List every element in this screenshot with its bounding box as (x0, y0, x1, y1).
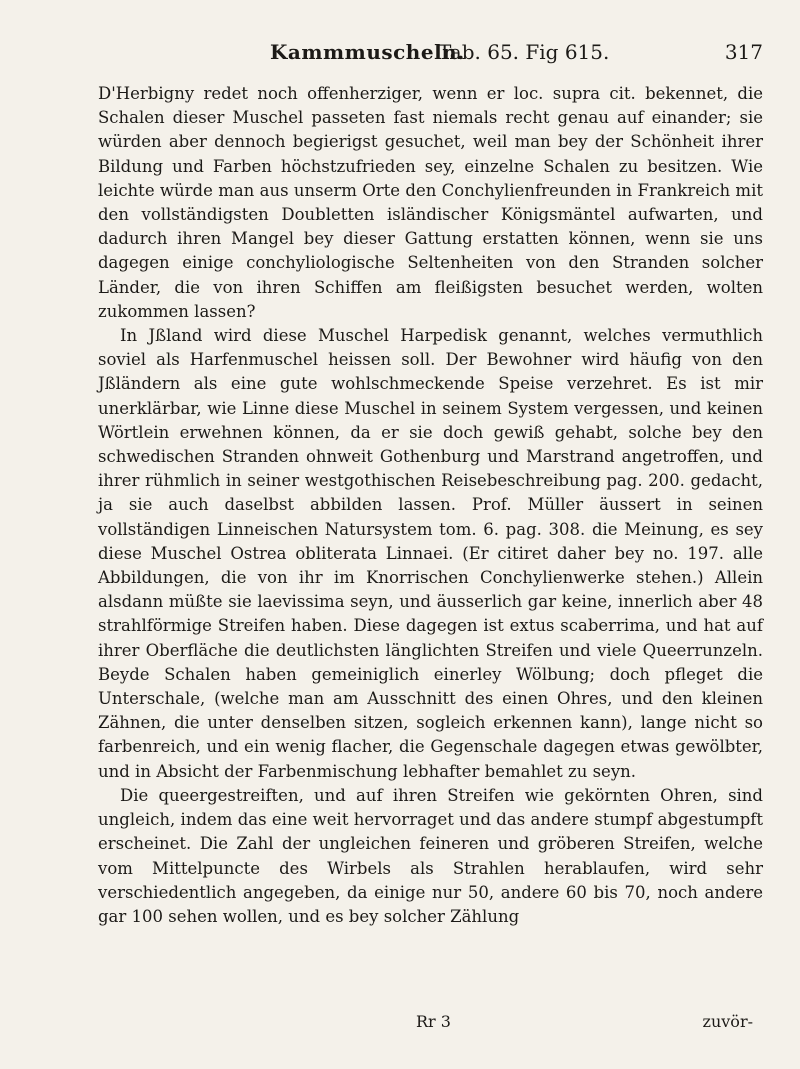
running-title: Kammmuscheln. (270, 40, 465, 64)
paragraph-1: D'Herbigny redet noch offenherziger, wenn er loc. supra cit. bekennet, die Schalen dieser Muschel passeten fast niemals recht genau auf einander; sie würden aber dennoch begierigst gesuchet, weil man bey der Schönheit ihrer Bildung und Farben höchstzufrieden sey, einzelne Schalen zu besitzen. Wie leichte würde man aus unserm Orte den Conchylienfreunden in Frankreich mit den vollständigsten Doubletten isländischer Königsmäntel aufwarten, und dadurch ihren Mangel bey dieser Gattung erstatten können, wenn sie uns dagegen einige conchyliologische Seltenheiten von den Stranden solcher Länder, die von ihren Schiffen am fleißigsten besuchet werden, wolten zukommen lassen? (98, 84, 763, 321)
text-body (98, 82, 763, 929)
signature-mark: Rr 3 (416, 1012, 451, 1031)
page-footer (98, 1012, 763, 1036)
plate-reference: Tab. 65. Fig 615. (438, 40, 610, 64)
page-header (98, 40, 763, 72)
page-number: 317 (724, 40, 763, 64)
paragraph-2: In Jßland wird diese Muschel Harpedisk genannt, welches vermuthlich soviel als Harfenmuschel heissen soll. Der Bewohner wird häufig von den Jßländern als eine gute wohlschmeckende Speise verzehret. Es ist mir unerklärbar, wie Linne diese Muschel in seinem System vergessen, und keinen Wörtlein erwehnen können, da er sie doch gewiß gehabt, solche bey den schwedischen Stranden ohnweit Gothenburg und Marstrand angetroffen, und ihrer rühmlich in seiner westgothischen Reisebeschreibung pag. 200. gedacht, ja sie auch daselbst abbilden lassen. Prof. Müller äussert in seinen vollständigen Linneischen Natursystem tom. 6. pag. 308. die Meinung, es sey diese Muschel Ostrea obliterata Linnaei. (Er citiret daher bey no. 197. alle Abbildungen, die von ihr im Knorrischen Conchylienwerke stehen.) Allein alsdann müßte sie laevissima seyn, und äusserlich gar keine, innerlich aber 48 strahlförmige Streifen haben. Diese dagegen ist extus scaberrima, und hat auf ihrer Oberfläche die deutlichsten länglichten Streifen und viele Queerrunzeln. Beyde Schalen haben gemeiniglich einerley Wölbung; doch pfleget die Unterschale, (welche man am Ausschnitt des einen Ohres, und den kleinen Zähnen, die unter denselben sitzen, sogleich erkennen kann), lange nicht so farbenreich, und ein wenig flacher, die Gegenschale dagegen etwas gewölbter, und in Absicht der Farbenmischung lebhafter bemahlet zu seyn. (98, 326, 763, 781)
catchword: zuvör- (702, 1012, 753, 1031)
paragraph-3: Die queergestreiften, und auf ihren Streifen wie gekörnten Ohren, sind ungleich, indem das eine weit hervorraget und das andere stumpf abgestumpft erscheinet. Die Zahl der ungleichen feineren und gröberen Streifen, welche vom Mittelpuncte des Wirbels als Strahlen herablaufen, wird sehr verschiedentlich angegeben, da einige nur 50, andere 60 bis 70, noch andere gar 100 sehen wollen, und es bey solcher Zählung (98, 785, 763, 926)
